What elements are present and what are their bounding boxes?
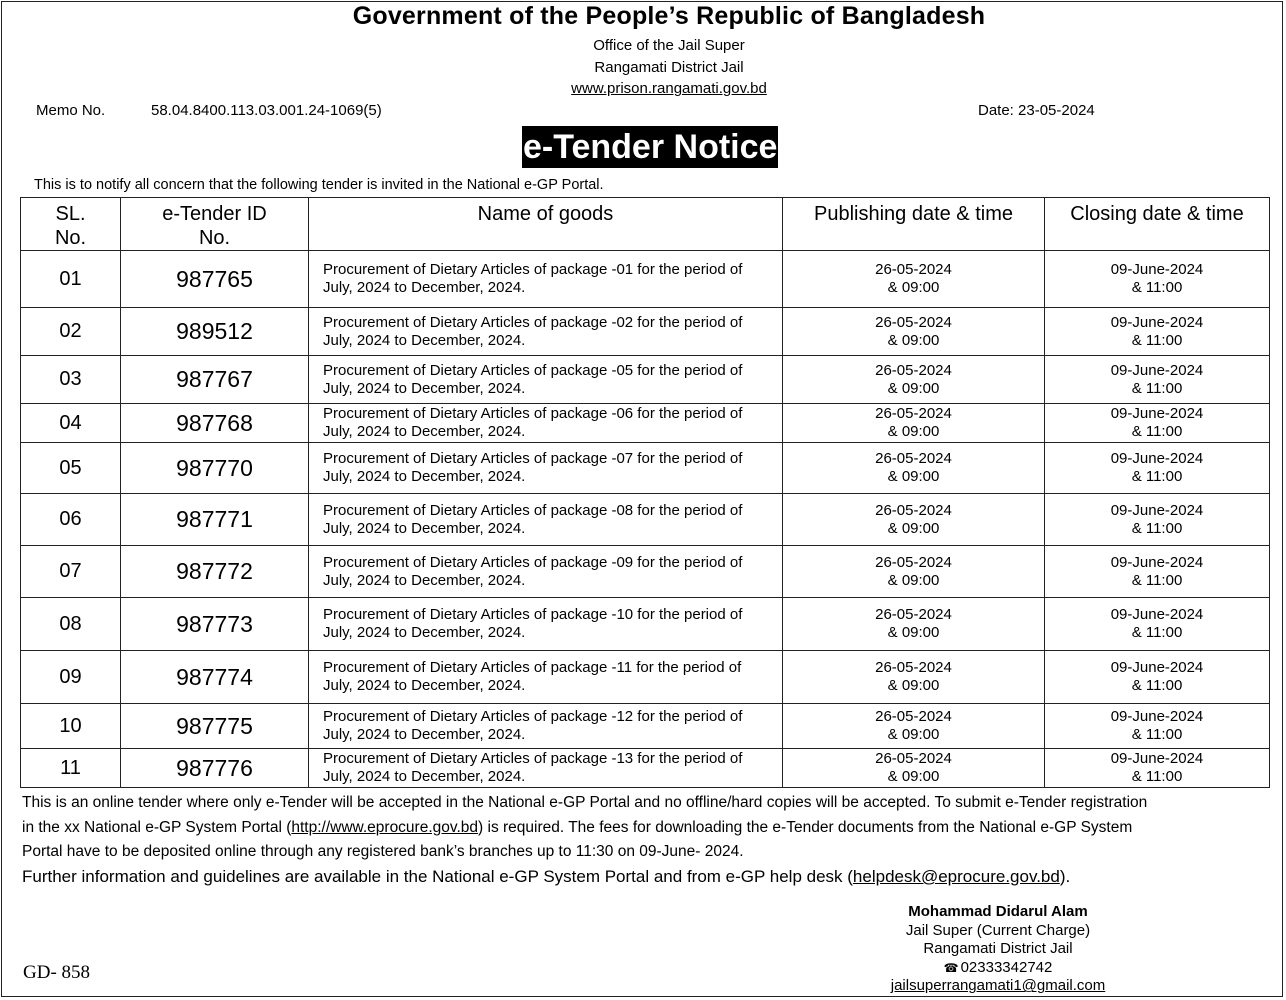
cell-sl: 02 [21, 308, 121, 356]
telephone-icon: ☎ [943, 960, 959, 975]
info-text: Further information and guidelines are available in the National e-GP System Portal and from e-GP help desk ( [22, 867, 853, 886]
cell-publishing [783, 308, 1045, 356]
signatory-name: Mohammad Didarul Alam [908, 903, 1088, 920]
signature-block [843, 903, 1153, 996]
publishing-date: 26-05-2024 [875, 553, 952, 571]
publishing-date: 26-05-2024 [875, 708, 952, 725]
header-tender-id-line2: No. [198, 227, 231, 249]
cell-sl: 07 [21, 546, 121, 598]
table-row [21, 651, 1270, 704]
table-header-row [21, 198, 1270, 251]
cell-closing [1045, 356, 1270, 404]
closing-date: 09-June-2024 [1110, 501, 1204, 519]
publishing-date: 26-05-2024 [875, 450, 952, 467]
cell-goods: Procurement of Dietary Articles of package -10 for the period of July, 2024 to December, 2024. [309, 598, 783, 651]
memo-number: 58.04.8400.113.03.001.24-1069(5) [151, 102, 382, 119]
publishing-time: & 09:00 [887, 677, 940, 694]
publishing-time: & 09:00 [887, 571, 940, 589]
table-row [21, 251, 1270, 308]
table-row [21, 704, 1270, 749]
closing-date: 09-June-2024 [1110, 361, 1204, 379]
cell-goods: Procurement of Dietary Articles of package -01 for the period of July, 2024 to December, 2024. [309, 251, 783, 308]
info-paragraph [22, 867, 1070, 887]
closing-time: & 11:00 [1131, 677, 1183, 694]
closing-time: & 11:00 [1131, 379, 1183, 397]
cell-tender-id: 987772 [121, 546, 309, 598]
publishing-date: 26-05-2024 [875, 405, 952, 422]
cell-tender-id: 987768 [121, 404, 309, 443]
memo-label: Memo No. [36, 102, 106, 119]
header-sl [21, 198, 121, 251]
table-row [21, 308, 1270, 356]
publishing-time: & 09:00 [887, 423, 940, 440]
government-title: Government of the People’s Republic of Bangladesh [352, 2, 986, 30]
cell-publishing [783, 704, 1045, 749]
header-sl-line2: No. [54, 227, 87, 249]
cell-tender-id: 987767 [121, 356, 309, 404]
cell-goods: Procurement of Dietary Articles of package -05 for the period of July, 2024 to December, 2024. [309, 356, 783, 404]
cell-publishing [783, 443, 1045, 494]
closing-time: & 11:00 [1131, 468, 1183, 485]
cell-sl: 10 [21, 704, 121, 749]
cell-goods: Procurement of Dietary Articles of package -08 for the period of July, 2024 to December, 2024. [309, 494, 783, 546]
signatory-email[interactable]: jailsuperrangamati1@gmail.com [890, 977, 1106, 995]
cell-closing [1045, 404, 1270, 443]
terms-paragraph [22, 791, 1272, 865]
terms-text: ) is required. The fees for downloading the e-Tender documents from the National e-GP System [478, 818, 1133, 836]
publishing-time: & 09:00 [887, 519, 940, 537]
closing-date: 09-June-2024 [1110, 450, 1204, 467]
table-row [21, 546, 1270, 598]
cell-closing [1045, 598, 1270, 651]
cell-sl: 11 [21, 749, 121, 788]
cell-publishing [783, 651, 1045, 704]
intro-text: This is to notify all concern that the following tender is invited in the National e-GP Portal. [34, 177, 604, 193]
notice-date: Date: 23-05-2024 [978, 102, 1095, 119]
helpdesk-email-link[interactable]: helpdesk@eprocure.gov.bd [852, 867, 1060, 886]
closing-time: & 11:00 [1131, 519, 1183, 537]
cell-tender-id: 987770 [121, 443, 309, 494]
cell-tender-id: 987774 [121, 651, 309, 704]
closing-date: 09-June-2024 [1110, 405, 1204, 422]
table-row [21, 749, 1270, 788]
publishing-date: 26-05-2024 [875, 606, 952, 623]
closing-time: & 11:00 [1131, 571, 1183, 589]
cell-closing [1045, 308, 1270, 356]
closing-time: & 11:00 [1131, 624, 1183, 641]
closing-date: 09-June-2024 [1110, 659, 1204, 676]
cell-sl: 04 [21, 404, 121, 443]
cell-tender-id: 987765 [121, 251, 309, 308]
closing-time: & 11:00 [1131, 331, 1183, 349]
table-row [21, 494, 1270, 546]
header-tender-id [121, 198, 309, 251]
terms-line: This is an online tender where only e-Tender will be accepted in the National e-GP Portal and no offline/hard copies will be accepted. To submit e-Tender registration [22, 794, 1148, 811]
closing-date: 09-June-2024 [1110, 750, 1204, 767]
publishing-time: & 09:00 [887, 331, 940, 349]
publishing-date: 26-05-2024 [875, 261, 952, 278]
header-sl-line1: SL. [55, 203, 86, 225]
cell-closing [1045, 749, 1270, 788]
publishing-date: 26-05-2024 [875, 659, 952, 676]
eprocure-link[interactable]: http://www.eprocure.gov.bd [291, 818, 479, 836]
terms-line: Portal have to be deposited online through any registered bank’s branches up to 11:30 on 09-June- 2024. [22, 843, 744, 860]
cell-publishing [783, 404, 1045, 443]
publishing-date: 26-05-2024 [875, 313, 952, 331]
header-goods: Name of goods [309, 198, 783, 251]
publishing-date: 26-05-2024 [875, 501, 952, 519]
closing-time: & 11:00 [1131, 768, 1183, 785]
table-row [21, 356, 1270, 404]
cell-tender-id: 989512 [121, 308, 309, 356]
website-link[interactable]: www.prison.rangamati.gov.bd [571, 80, 767, 97]
cell-publishing [783, 749, 1045, 788]
closing-date: 09-June-2024 [1110, 313, 1204, 331]
header-tender-id-line1: e-Tender ID [162, 203, 267, 225]
table-row [21, 443, 1270, 494]
info-text-end: ). [1059, 867, 1071, 886]
gd-number: GD- 858 [23, 962, 91, 983]
jail-name: Rangamati District Jail [594, 59, 744, 76]
cell-tender-id: 987771 [121, 494, 309, 546]
table-row [21, 598, 1270, 651]
closing-date: 09-June-2024 [1110, 606, 1204, 623]
closing-time: & 11:00 [1131, 279, 1183, 296]
cell-sl: 08 [21, 598, 121, 651]
cell-publishing [783, 494, 1045, 546]
table-row [21, 404, 1270, 443]
cell-tender-id: 987775 [121, 704, 309, 749]
cell-tender-id: 987773 [121, 598, 309, 651]
publishing-time: & 09:00 [887, 726, 940, 743]
header-closing: Closing date & time [1045, 198, 1270, 251]
notice-title: e-Tender Notice [523, 128, 778, 166]
cell-tender-id: 987776 [121, 749, 309, 788]
cell-sl: 03 [21, 356, 121, 404]
publishing-time: & 09:00 [887, 468, 940, 485]
cell-sl: 09 [21, 651, 121, 704]
cell-goods: Procurement of Dietary Articles of package -02 for the period of July, 2024 to December, 2024. [309, 308, 783, 356]
cell-publishing [783, 251, 1045, 308]
terms-line [22, 816, 1272, 841]
cell-publishing [783, 546, 1045, 598]
terms-text: in the xx National e-GP System Portal ( [22, 818, 292, 836]
cell-publishing [783, 356, 1045, 404]
signatory-office: Rangamati District Jail [923, 940, 1073, 958]
closing-date: 09-June-2024 [1110, 261, 1204, 278]
closing-time: & 11:00 [1131, 726, 1183, 743]
header-publishing: Publishing date & time [783, 198, 1045, 251]
cell-goods: Procurement of Dietary Articles of package -06 for the period of July, 2024 to December, 2024. [309, 404, 783, 443]
tender-table [20, 197, 1270, 788]
cell-closing [1045, 494, 1270, 546]
cell-closing [1045, 704, 1270, 749]
publishing-time: & 09:00 [887, 624, 940, 641]
phone-number: 02333342742 [960, 958, 1053, 976]
signatory-designation: Jail Super (Current Charge) [905, 921, 1091, 939]
signatory-phone [843, 959, 1153, 978]
publishing-time: & 09:00 [887, 768, 940, 785]
publishing-time: & 09:00 [887, 379, 940, 397]
closing-date: 09-June-2024 [1110, 553, 1204, 571]
cell-closing [1045, 251, 1270, 308]
cell-sl: 06 [21, 494, 121, 546]
cell-closing [1045, 443, 1270, 494]
publishing-time: & 09:00 [887, 279, 940, 296]
cell-publishing [783, 598, 1045, 651]
cell-sl: 05 [21, 443, 121, 494]
cell-goods: Procurement of Dietary Articles of package -13 for the period of July, 2024 to December, 2024. [309, 749, 783, 788]
cell-goods: Procurement of Dietary Articles of package -11 for the period of July, 2024 to December, 2024. [309, 651, 783, 704]
cell-closing [1045, 651, 1270, 704]
publishing-date: 26-05-2024 [875, 750, 952, 767]
closing-time: & 11:00 [1131, 423, 1183, 440]
closing-date: 09-June-2024 [1110, 708, 1204, 725]
cell-sl: 01 [21, 251, 121, 308]
cell-goods: Procurement of Dietary Articles of package -07 for the period of July, 2024 to December, 2024. [309, 443, 783, 494]
cell-closing [1045, 546, 1270, 598]
office-name: Office of the Jail Super [593, 37, 745, 54]
cell-goods: Procurement of Dietary Articles of package -09 for the period of July, 2024 to December, 2024. [309, 546, 783, 598]
cell-goods: Procurement of Dietary Articles of package -12 for the period of July, 2024 to December, 2024. [309, 704, 783, 749]
publishing-date: 26-05-2024 [875, 361, 952, 379]
